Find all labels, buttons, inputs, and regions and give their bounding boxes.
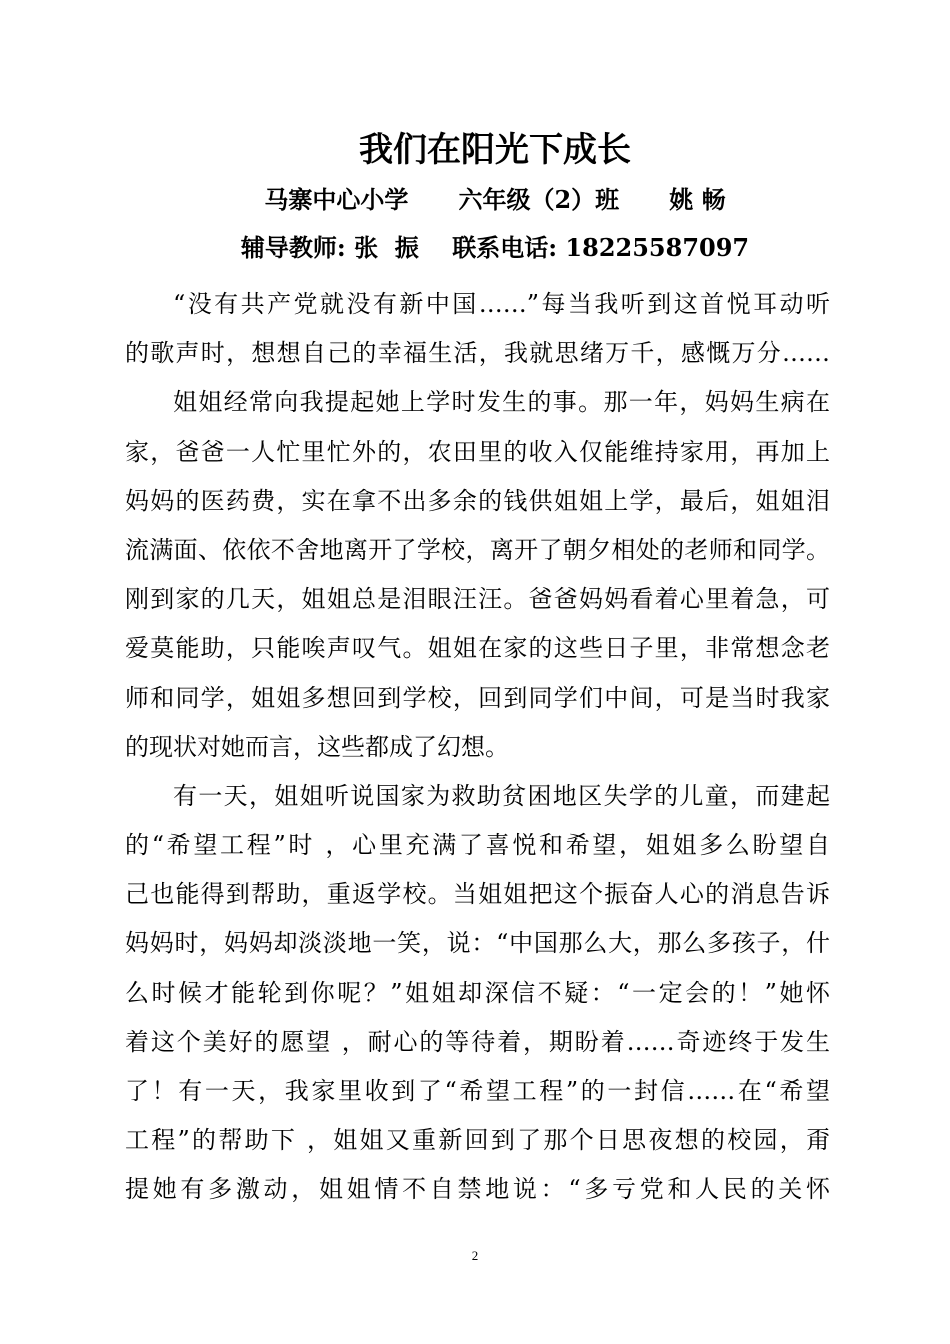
text-line: 工程”的帮助下 ，姐姐又重新回到了那个日思夜想的校园，甭 <box>125 1126 830 1155</box>
text-line: 妈妈时，妈妈却淡淡地一笑，说：“中国那么大，那么多孩子，什 <box>125 929 830 958</box>
text-line: 的歌声时，想想自己的幸福生活，我就思绪万千，感慨万分…… <box>125 339 830 368</box>
text-line: 爱莫能助，只能唉声叹气。姐姐在家的这些日子里，非常想念老 <box>125 634 830 663</box>
author-info-line: 马寨中心小学 六年级（2）班 姚 畅 <box>264 185 726 214</box>
paragraph <box>125 378 830 772</box>
text-line: 的现状对她而言，这些都成了幻想。 <box>125 732 509 761</box>
text-line: 的“希望工程”时 ，心里充满了喜悦和希望，姐姐多么盼望自 <box>125 831 830 860</box>
teacher-contact-line: 辅导教师: 张 振 联系电话: 18225587097 <box>240 233 750 262</box>
text-line: 家，爸爸一人忙里忙外的，农田里的收入仅能维持家用，再加上 <box>125 437 830 466</box>
text-line: 有一天，姐姐听说国家为救助贫困地区失学的儿童，而建起 <box>173 781 830 810</box>
essay-title: 我们在阳光下成长 <box>359 130 631 170</box>
text-line: 流满面、依依不舍地离开了学校，离开了朝夕相处的老师和同学。 <box>125 535 830 564</box>
text-line: 提她有多激动，姐姐情不自禁地说：“多亏党和人民的关怀 <box>125 1175 830 1204</box>
text-line: 姐姐经常向我提起她上学时发生的事。那一年，妈妈生病在 <box>173 388 830 417</box>
text-line: 妈妈的医药费，实在拿不出多余的钱供姐姐上学，最后，姐姐泪 <box>125 486 830 515</box>
text-line: 师和同学，姐姐多想回到学校，回到同学们中间，可是当时我家 <box>125 683 830 712</box>
text-line: “没有共产党就没有新中国……”每当我听到这首悦耳动听 <box>173 290 830 318</box>
page-number: 2 <box>471 1248 479 1263</box>
paragraph <box>125 280 830 378</box>
text-line: 着这个美好的愿望 ，耐心的等待着，期盼着……奇迹终于发生 <box>125 1027 830 1056</box>
essay-body <box>125 280 830 1215</box>
text-line: 了！有一天，我家里收到了“希望工程”的一封信……在“希望 <box>125 1077 830 1105</box>
text-line: 么时候才能轮到你呢？”姐姐却深信不疑：“一定会的！”她怀 <box>125 978 830 1007</box>
paragraph <box>125 772 830 1215</box>
text-line: 刚到家的几天，姐姐总是泪眼汪汪。爸爸妈妈看着心里着急，可 <box>125 585 830 614</box>
text-line: 己也能得到帮助，重返学校。当姐姐把这个振奋人心的消息告诉 <box>125 880 830 909</box>
